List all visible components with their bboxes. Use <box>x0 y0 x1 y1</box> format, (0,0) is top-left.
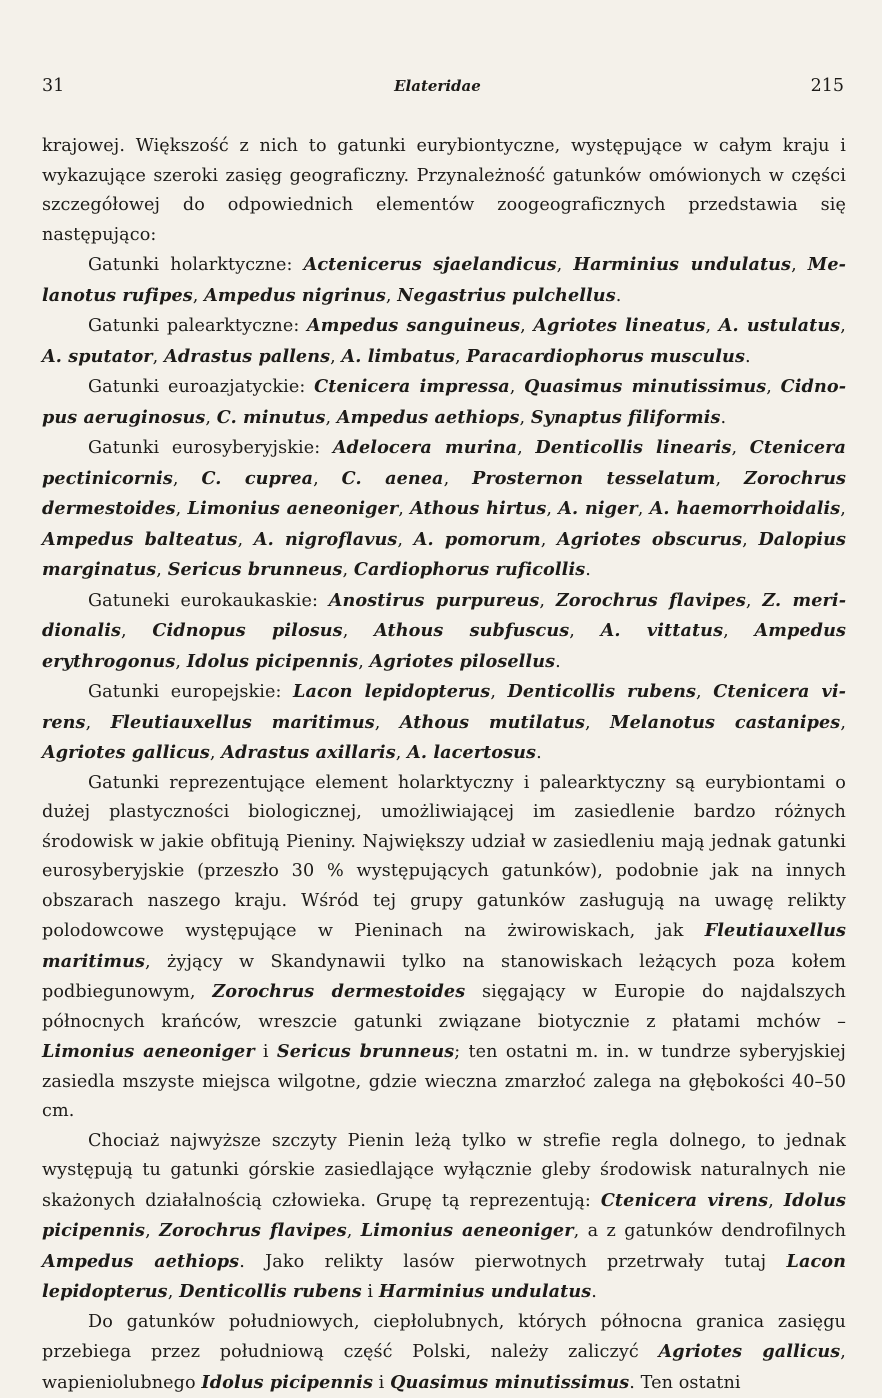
text-run: . <box>585 560 591 580</box>
paragraph <box>42 1127 846 1308</box>
text-run: i <box>362 1282 379 1302</box>
text-run: . Jako relikty lasów pierwotnych przetrwały tutaj <box>239 1252 786 1272</box>
species-name: C. minutus <box>217 407 326 428</box>
species-name: Denticollis linearis <box>535 437 731 458</box>
paragraph <box>42 311 846 372</box>
text-run: , <box>840 316 846 336</box>
text-run: , <box>313 469 342 489</box>
species-name: Z. meridionalis <box>42 590 846 642</box>
species-name: Quasimus minutissimus <box>390 1372 629 1393</box>
text-run: Gatunki europejskie: <box>88 682 293 702</box>
text-run: , <box>153 347 164 367</box>
text-run: , <box>193 286 204 306</box>
species-name: Ampedus aethiops <box>42 1251 239 1272</box>
text-run: , <box>746 591 762 611</box>
text-run: , <box>539 591 555 611</box>
paragraph <box>42 433 846 586</box>
text-run: Gatunki reprezentujące element holarktyczny i palearktyczny są eurybiontami o dużej plastyczności biologicznej, umożliwiającej im zasiedlenie bardzo różnych środowisk w jakie obfitują Pieniny. Największy udział w zasiedleniu mają jednak gatunki eurosyberyjskie (przeszło 30 % występujących gatunków), podobnie jak na innych obszarach naszego kraju. Wśród tej grupy gatunków zasługują na uwagę relikty polodowcowe występujące w Pieninach na żwirowiskach, jak <box>42 773 846 942</box>
page-number: 215 <box>811 76 844 96</box>
text-run: . Ten ostatni <box>629 1373 740 1393</box>
body-text <box>42 132 846 1398</box>
species-name: Ampedus erythrogonus <box>42 620 846 672</box>
species-name: Quasimus minutissimus <box>524 376 766 397</box>
species-name: Idolus picipennis <box>201 1372 373 1393</box>
species-name: Fleutiauxellus maritimus <box>111 712 375 733</box>
text-run: , <box>173 469 202 489</box>
species-name: A. haemorrhoidalis <box>650 498 841 519</box>
text-run: , <box>398 499 410 519</box>
species-name: A. limbatus <box>342 346 456 367</box>
text-run: , <box>546 499 558 519</box>
paragraph <box>42 372 846 433</box>
text-run: , <box>358 652 369 672</box>
species-name: Zorochrus dermestoides <box>42 468 846 520</box>
species-name: Sericus brunneus <box>168 559 343 580</box>
text-run: , <box>791 255 808 275</box>
species-name: A. lacertosus <box>407 742 536 763</box>
text-run: , <box>175 652 186 672</box>
text-run: krajowej. Większość z nich to gatunki eurybiontyczne, występujące w całym kraju i wykazujące szeroki zasięg geograficzny. Przynależność gatunków omówionych w części szczegółowej do odpowiednich elementów zoogeograficznych przedstawia się następująco: <box>42 136 846 245</box>
species-name: Ampedus balteatus <box>42 529 237 550</box>
species-name: Prosternon tesselatum <box>472 468 715 489</box>
text-run: . <box>555 652 561 672</box>
text-run: , <box>557 255 574 275</box>
text-run: ; ten ostatni m. in. w tundrze syberyjskiej zasiedla mszyste miejsca wilgotne, gdzie wieczna zmarzłoć zalega na głębokości 40–50 cm. <box>42 1042 846 1121</box>
paragraph <box>42 586 846 678</box>
text-run: Gatunki euroazjatyckie: <box>88 377 314 397</box>
species-name: Melanotus rufipes <box>42 254 846 306</box>
species-name: A. niger <box>558 498 637 519</box>
species-name: Agriotes pilosellus <box>370 651 555 672</box>
species-name: Ctenicera virens <box>601 1190 768 1211</box>
text-run: , <box>325 408 336 428</box>
species-name: A. nigroflavus <box>254 529 398 550</box>
species-name: Fleutiauxellus maritimus <box>42 920 846 972</box>
species-name: Anostirus purpureus <box>329 590 540 611</box>
text-run: Gatuneki eurokaukaskie: <box>88 591 329 611</box>
text-run: , <box>237 530 253 550</box>
species-name: Athous mutilatus <box>400 712 585 733</box>
species-name: C. aenea <box>342 468 444 489</box>
text-run: i <box>255 1042 277 1062</box>
species-name: Cidnopus pilosus <box>152 620 342 641</box>
text-run: i <box>373 1373 390 1393</box>
text-run: , <box>706 316 719 336</box>
text-run: , <box>386 286 397 306</box>
species-name: Ampedus aethiops <box>337 407 520 428</box>
species-name: Limonius aeneoniger <box>42 1041 255 1062</box>
species-name: Ampedus sanguineus <box>307 315 520 336</box>
text-run: , <box>176 499 188 519</box>
text-run: Chociaż najwyższe szczyty Pienin leżą tylko w strefie regla dolnego, to jednak występują tu gatunki górskie zasiedlające wyłącznie gleby środowisk naturalnych nie skażonych działalnością człowieka. Grupę tą reprezentują: <box>42 1131 846 1211</box>
text-run: . <box>745 347 751 367</box>
text-run: . <box>591 1282 597 1302</box>
text-run: , żyjący w Skandynawii tylko na stanowiskach leżących poza kołem podbiegunowym, <box>42 952 846 1003</box>
text-run: Do gatunków południowych, ciepłolubnych, których północna granica zasięgu przebiega przez południową część Polski, należy zaliczyć <box>42 1312 846 1363</box>
species-name: Ctenicera pectinicornis <box>42 437 846 489</box>
species-name: Sericus brunneus <box>277 1041 454 1062</box>
species-name: Harminius undulatus <box>379 1281 591 1302</box>
species-name: Cidnopus aeruginosus <box>42 376 846 428</box>
chapter-number: 31 <box>42 76 64 96</box>
text-run: , <box>444 469 473 489</box>
text-run: , <box>347 1221 361 1241</box>
text-run: , <box>145 1221 159 1241</box>
text-run: . <box>721 408 727 428</box>
species-name: Cardiophorus ruficollis <box>354 559 585 580</box>
paragraph <box>42 250 846 311</box>
text-run: . <box>536 743 542 763</box>
text-run: , <box>510 377 524 397</box>
species-name: Agriotes lineatus <box>533 315 705 336</box>
text-run: , <box>490 682 507 702</box>
text-run: , <box>840 499 846 519</box>
text-run: , <box>585 713 610 733</box>
text-run: , <box>168 1282 179 1302</box>
text-run: Gatunki palearktyczne: <box>88 316 307 336</box>
text-run: , <box>455 347 466 367</box>
species-name: Idolus picipennis <box>42 1190 846 1242</box>
species-name: A. pomorum <box>414 529 541 550</box>
species-name: Synaptus filiformis <box>531 407 721 428</box>
text-run: , <box>121 621 152 641</box>
text-run: , a z gatunków dendrofilnych <box>574 1221 846 1241</box>
species-name: A. vittatus <box>601 620 723 641</box>
species-name: Agriotes gallicus <box>658 1341 840 1362</box>
text-run: , <box>715 469 744 489</box>
species-name: Zorochrus dermestoides <box>212 981 465 1002</box>
species-name: Adrastus axillaris <box>221 742 395 763</box>
text-run: , <box>742 530 758 550</box>
text-run: . <box>616 286 622 306</box>
species-name: Actenicerus sjaelandicus <box>304 254 557 275</box>
species-name: Zorochrus flavipes <box>159 1220 347 1241</box>
species-name: Limonius aeneoniger <box>361 1220 574 1241</box>
paragraph <box>42 677 846 769</box>
species-name: Idolus picipennis <box>187 651 359 672</box>
text-run: Gatunki eurosyberyjskie: <box>88 438 333 458</box>
text-run: , <box>840 713 846 733</box>
text-run: , <box>343 560 354 580</box>
species-name: Dalopius marginatus <box>42 529 846 581</box>
text-run: Gatunki holarktyczne: <box>88 255 304 275</box>
text-run: , wapieniolubnego <box>42 1342 846 1393</box>
text-run: , <box>330 347 341 367</box>
species-name: Denticollis rubens <box>508 681 696 702</box>
species-name: Lacon lepidopterus <box>293 681 490 702</box>
running-header <box>42 76 846 96</box>
species-name: Negastrius pulchellus <box>397 285 615 306</box>
running-title: Elateridae <box>394 77 481 95</box>
text-run: , <box>638 499 650 519</box>
species-name: Ctenicera impressa <box>314 376 510 397</box>
species-name: Denticollis rubens <box>179 1281 362 1302</box>
species-name: Limonius aeneoniger <box>188 498 399 519</box>
species-name: Paracardiophorus musculus <box>466 346 745 367</box>
text-run: , <box>86 713 111 733</box>
species-name: Agriotes gallicus <box>42 742 210 763</box>
text-run: , <box>766 377 780 397</box>
text-run: , <box>396 743 407 763</box>
species-name: Athous hirtus <box>410 498 546 519</box>
paragraph <box>42 132 846 250</box>
text-run: , <box>205 408 216 428</box>
text-run: , <box>519 408 530 428</box>
species-name: Athous subfuscus <box>374 620 569 641</box>
species-name: A. ustulatus <box>719 315 841 336</box>
species-name: Adrastus pallens <box>164 346 330 367</box>
species-name: Harminius undulatus <box>573 254 791 275</box>
species-name: Ctenicera virens <box>42 681 846 733</box>
paragraph <box>42 1308 846 1398</box>
species-name: Adelocera murina <box>333 437 517 458</box>
text-run: , <box>520 316 533 336</box>
text-run: , <box>156 560 167 580</box>
species-name: C. cuprea <box>201 468 313 489</box>
species-name: Lacon lepidopterus <box>42 1251 846 1303</box>
text-run: sięgający w Europie do najdalszych północnych krańców, wreszcie gatunki związane biotycznie z płatami mchów – <box>42 982 846 1032</box>
species-name: Agriotes obscurus <box>557 529 742 550</box>
text-run: , <box>541 530 557 550</box>
text-run: , <box>696 682 713 702</box>
text-run: , <box>731 438 749 458</box>
species-name: Zorochrus flavipes <box>556 590 746 611</box>
text-run: , <box>768 1191 784 1211</box>
text-run: , <box>375 713 400 733</box>
text-run: , <box>343 621 374 641</box>
text-run: , <box>569 621 600 641</box>
text-run: , <box>397 530 413 550</box>
text-run: , <box>517 438 535 458</box>
species-name: Melanotus castanipes <box>610 712 840 733</box>
text-run: , <box>210 743 221 763</box>
species-name: A. sputator <box>42 346 153 367</box>
paragraph <box>42 769 846 1127</box>
text-run: , <box>723 621 754 641</box>
species-name: Ampedus nigrinus <box>204 285 386 306</box>
